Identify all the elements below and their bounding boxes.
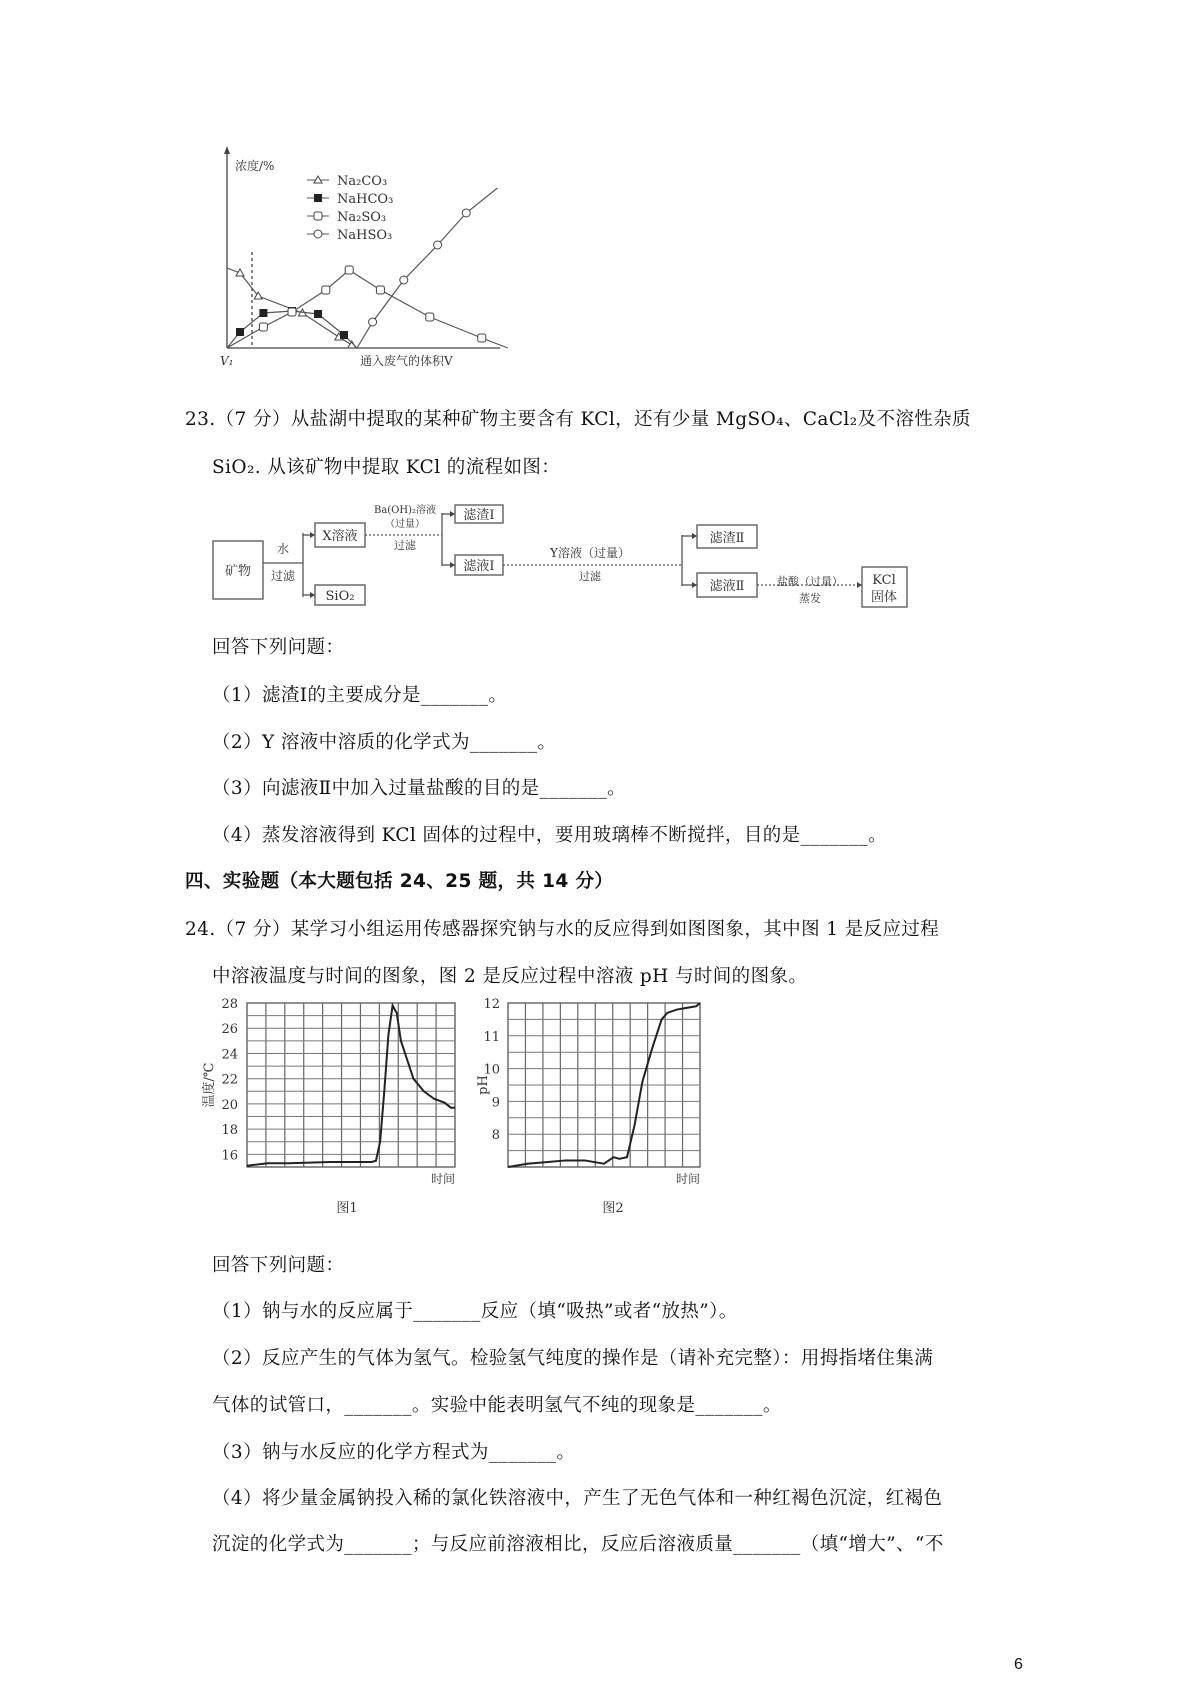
x-axis-label: 时间 <box>675 1172 700 1186</box>
q24-line-2: （2）反应产生的气体为氢气。检验氢气纯度的操作是（请补充完整）：用拇指堵住集满 <box>212 1348 934 1369</box>
solid-label: 固体 <box>870 590 898 605</box>
evaporate-label: 蒸发 <box>799 592 821 605</box>
q24-line-3: 气体的试管口，_______。实验中能表明氢气不纯的现象是_______。 <box>212 1395 782 1416</box>
temperature-plot-frame <box>247 1003 455 1167</box>
reagent-amount-label: （过量） <box>385 519 425 530</box>
y-tick-label: 11 <box>483 1029 500 1045</box>
v1-label: V₁ <box>220 354 234 368</box>
q24-line2: 中溶液温度与时间的图象，图 2 是反应过程中溶液 pH 与时间的图象。 <box>212 966 808 987</box>
y-axis-label: 浓度/% <box>235 159 275 173</box>
legend-entry: NaHSO₃ <box>337 228 393 243</box>
y-tick-label: 16 <box>221 1148 238 1164</box>
x-axis-label: 时间 <box>430 1172 455 1186</box>
q24-line-5: （4）将少量金属钠投入稀的氯化铁溶液中，产生了无色气体和一种红褐色沉淀，红褐色 <box>212 1488 943 1509</box>
y-tick-label: 9 <box>491 1095 500 1111</box>
y-tick-label: 18 <box>221 1123 238 1139</box>
q24-line-4: （3）钠与水反应的化学方程式为_______。 <box>212 1442 576 1463</box>
mineral-label: 矿物 <box>224 564 252 579</box>
filter-label: 过滤 <box>270 569 296 583</box>
sio2-label: SiO₂ <box>325 589 355 604</box>
y-axis-label: pH <box>476 1075 491 1095</box>
y-tick-label: 12 <box>483 997 500 1012</box>
residue-2-label: 滤渣Ⅱ <box>709 531 745 546</box>
filtrate-2-label: 滤液Ⅱ <box>709 579 745 594</box>
figure-caption: 图2 <box>602 1201 624 1216</box>
kcl-label: KCl <box>872 573 896 588</box>
y-tick-label: 28 <box>221 997 238 1012</box>
q23-line1: 23.（7 分）从盐湖中提取的某种矿物主要含有 KCl，还有少量 MgSO₄、CaCl₂及不溶性杂质 <box>185 409 971 430</box>
hcl-label: 盐酸（过量） <box>777 575 843 588</box>
q24-line-6: 沉淀的化学式为_______；与反应前溶液相比，反应后溶液质量_______（填“增大”、“不 <box>212 1534 944 1555</box>
filter-label: 过滤 <box>579 570 601 583</box>
water-label: 水 <box>276 542 290 556</box>
legend-entry: Na₂SO₃ <box>337 210 387 225</box>
page-number: 6 <box>1014 1656 1023 1673</box>
q24-line-1: （1）钠与水的反应属于_______反应（填“吸热”或者“放热”）。 <box>212 1301 738 1322</box>
q23-answer-intro: 回答下列问题： <box>212 637 345 658</box>
q24-line1: 24.（7 分）某学习小组运用传感器探究钠与水的反应得到如图图象，其中图 1 是反应过程 <box>185 919 940 940</box>
filtrate-1-label: 滤液Ⅰ <box>463 559 495 574</box>
y-axis-label: 温度/℃ <box>202 1062 217 1108</box>
q23-line2: SiO₂. 从该矿物中提取 KCl 的流程如图： <box>212 457 561 478</box>
y-solution-label: Y溶液（过量） <box>550 546 630 560</box>
y-tick-label: 10 <box>483 1062 500 1078</box>
q24-answer-intro: 回答下列问题： <box>212 1255 345 1276</box>
y-tick-label: 22 <box>221 1072 238 1088</box>
q23-item-1: （1）滤渣Ⅰ的主要成分是_______。 <box>212 685 508 706</box>
y-tick-label: 8 <box>491 1128 500 1144</box>
q23-item-3: （3）向滤液Ⅱ中加入过量盐酸的目的是_______。 <box>212 778 626 799</box>
section-heading: 四、实验题（本大题包括 24、25 题，共 14 分） <box>185 871 614 892</box>
x-axis-label: 通入废气的体积V <box>360 354 453 368</box>
q23-item-2: （2）Y 溶液中溶质的化学式为_______。 <box>212 732 557 753</box>
legend-entry: NaHCO₃ <box>337 192 394 207</box>
figure-caption: 图1 <box>336 1201 358 1216</box>
reagent-label: Ba(OH)₂溶液 <box>373 505 437 516</box>
y-tick-label: 20 <box>221 1097 238 1113</box>
legend-entry: Na₂CO₃ <box>337 174 388 189</box>
filter-label: 过滤 <box>394 539 416 552</box>
residue-1-label: 滤渣Ⅰ <box>463 508 495 523</box>
y-tick-label: 26 <box>221 1022 238 1038</box>
q23-item-4: （4）蒸发溶液得到 KCl 固体的过程中，要用玻璃棒不断搅拌，目的是_______。 <box>212 825 887 846</box>
y-tick-label: 24 <box>221 1047 238 1063</box>
x-solution-label: X溶液 <box>322 529 358 544</box>
